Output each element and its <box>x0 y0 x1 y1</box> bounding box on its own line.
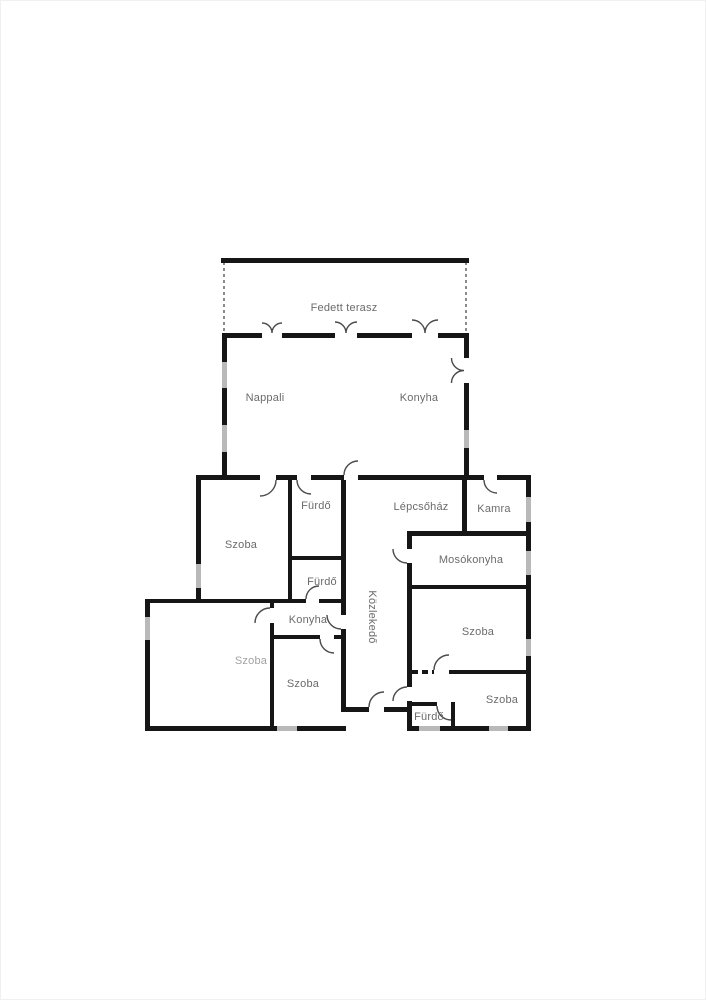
window-laundry-right <box>526 551 531 575</box>
room-label-hallway: Közlekedő <box>366 590 378 644</box>
window-kitchen-right <box>464 430 469 448</box>
door-terrace-2 <box>335 322 357 333</box>
wall-bottom-right <box>440 726 489 731</box>
window-pantry-right <box>526 497 531 522</box>
wall-bottom-left <box>297 726 346 731</box>
door-laundry <box>393 549 407 563</box>
window-bottom-left <box>277 726 297 731</box>
wall-right-outer <box>526 522 531 551</box>
door-terrace-1 <box>262 323 282 333</box>
room-label-room-topleft: Szoba <box>224 539 258 551</box>
window-living-left-2 <box>222 425 227 452</box>
wall-right-outer <box>526 575 531 639</box>
wall-corridor-bottom <box>341 707 369 712</box>
wall-living-left <box>222 388 227 425</box>
wall-bottom-right <box>508 726 531 731</box>
wall-living-right <box>464 338 469 358</box>
wall-bigroom-left <box>145 603 150 617</box>
room-label-bath3: Fürdő <box>414 711 444 723</box>
wall-room-topleft-left <box>196 480 201 564</box>
wall-living-right <box>464 448 469 475</box>
wall-bigroom-kitchen-divider <box>270 623 274 726</box>
window-room-topleft <box>196 564 201 588</box>
wall-rightblock-left <box>407 563 412 687</box>
wall-kitchen-room-divider <box>274 635 320 639</box>
wall-main-horizontal <box>196 475 260 480</box>
room-label-staircase: Lépcsőház <box>393 501 449 513</box>
window-living-left-1 <box>222 362 227 388</box>
door-room-right-divider <box>434 655 449 670</box>
wall-bigroom-kitchen-divider <box>270 603 274 608</box>
wall-corridor-left <box>341 480 346 615</box>
wall-main-horizontal <box>311 475 344 480</box>
door-bath3-corridor <box>393 687 407 701</box>
room-label-room-middle: Szoba <box>286 678 320 690</box>
door-terrace-3 <box>412 320 438 333</box>
door-room-middle <box>320 639 334 653</box>
room-label-terrace: Fedett terasz <box>310 302 378 314</box>
door-kitchen-side <box>452 358 465 383</box>
door-pantry <box>484 480 497 493</box>
door-corridor-exit <box>369 692 384 707</box>
window-room-right-bottom <box>489 726 508 731</box>
room-label-room-right-upper: Szoba <box>461 626 495 638</box>
wall-staircase-pantry-divider <box>462 480 467 531</box>
room-label-bath1: Fürdő <box>301 500 331 512</box>
wall-main-horizontal <box>497 475 531 480</box>
window-room-right <box>526 639 531 656</box>
wall-living-top <box>222 333 262 338</box>
room-label-laundry: Mosókonyha <box>438 554 504 566</box>
room-label-room-left-big: Szoba <box>234 655 268 667</box>
door-bath1 <box>297 480 311 494</box>
terrace-dashed-edges <box>224 262 466 336</box>
wall-living-top <box>438 333 469 338</box>
wall-living-left <box>222 338 227 362</box>
wall-living-right <box>464 383 469 430</box>
wall-living-left <box>222 452 227 475</box>
windows <box>145 362 531 731</box>
wall-right-outer <box>526 656 531 731</box>
wall-bigroom-left <box>145 640 150 731</box>
wall-bath3-top <box>412 702 437 706</box>
room-label-kitchen-main: Konyha <box>399 392 439 404</box>
room-label-room-right-lower: Szoba <box>485 694 519 706</box>
wall-main-horizontal <box>358 475 484 480</box>
wall-rightrooms-divider <box>449 670 526 674</box>
wall-right-outer <box>526 480 531 497</box>
door-room-topleft <box>260 480 276 496</box>
wall-living-top <box>282 333 335 338</box>
window-bigroom-left <box>145 617 150 640</box>
room-label-kitchen-small: Konyha <box>288 614 328 626</box>
door-bigroom <box>255 608 270 623</box>
wall-main-horizontal <box>276 475 297 480</box>
wall-bottom-right <box>407 726 419 731</box>
door-kitchen-staircase <box>344 461 358 475</box>
wall-mid-horizontal <box>145 599 306 603</box>
window-bath3-bottom <box>419 726 440 731</box>
wall-laundry-top <box>407 531 531 536</box>
room-label-bath2: Fürdő <box>307 576 337 588</box>
wall-kitchen-room-divider <box>334 635 346 639</box>
wall-bath-divider <box>292 556 345 560</box>
door-kitchen-corridor <box>327 615 341 629</box>
wall-laundry-bottom <box>412 585 526 589</box>
room-label-living: Nappali <box>245 392 285 404</box>
wall-living-top <box>357 333 412 338</box>
wall-terrace-top <box>221 258 469 263</box>
wall-corridor-left <box>341 629 346 712</box>
wall-bottom-left <box>145 726 277 731</box>
room-label-pantry: Kamra <box>477 503 511 515</box>
wall-room-bath-divider <box>288 480 292 602</box>
wall-mid-horizontal <box>319 599 341 603</box>
walls <box>145 258 531 731</box>
